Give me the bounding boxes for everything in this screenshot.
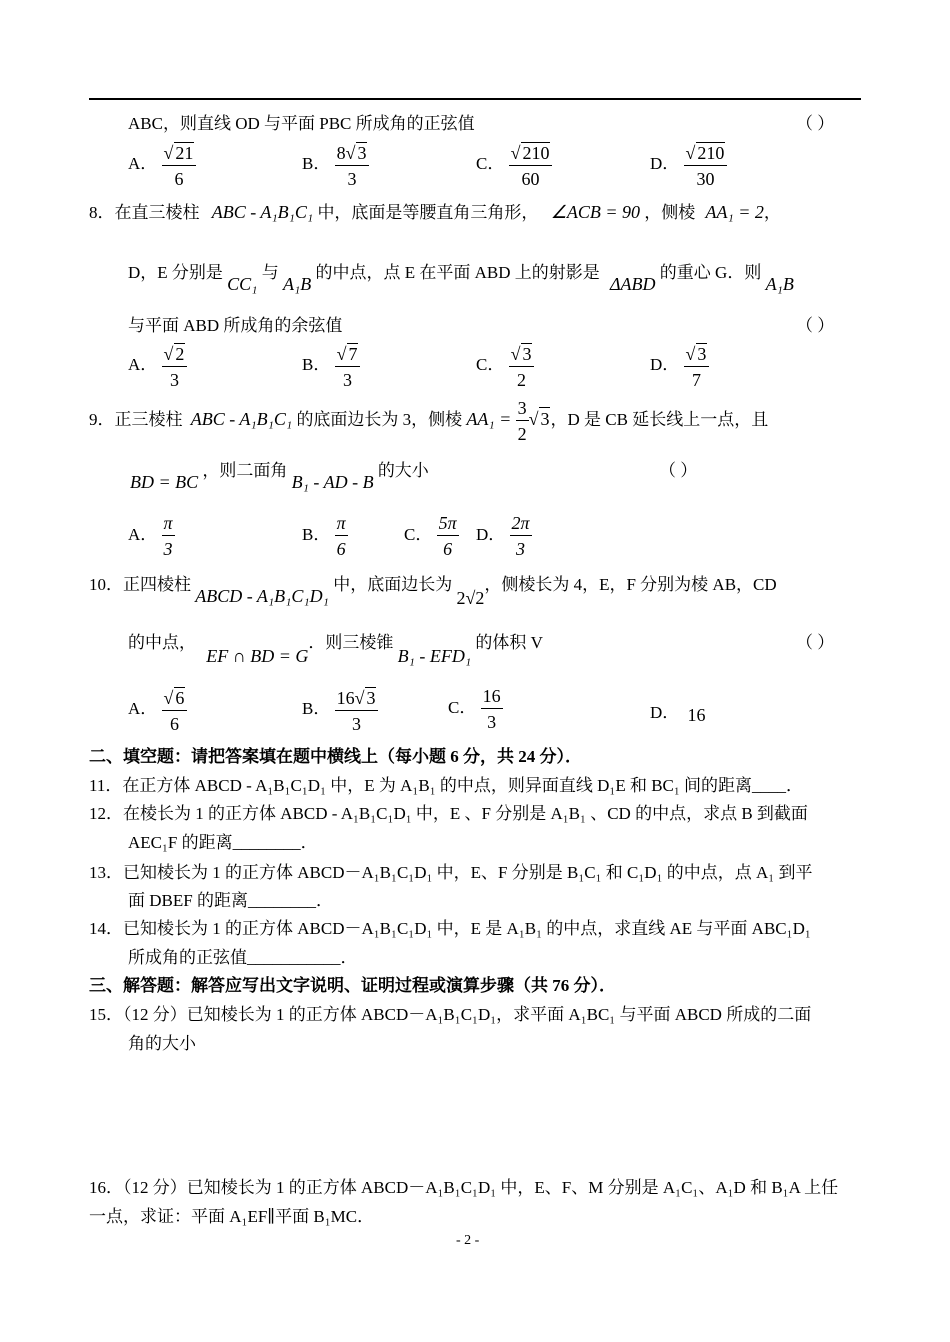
q8-line3: 与平面 ABD 所成角的余弦值 <box>128 316 343 335</box>
text: ．则三棱锥 <box>308 633 394 652</box>
text: 在直三棱柱 <box>114 203 200 222</box>
q16-line2: 一点，求证：平面 A₁EF∥平面 B₁MC． <box>89 1207 375 1226</box>
numerator: π <box>162 514 175 536</box>
q9-answer-paren: （ ） <box>659 461 698 480</box>
text: 的中点， <box>128 633 196 652</box>
fraction: $\frac{√ 21}{6}$ <box>162 142 197 188</box>
fraction: $\frac{8√ 3}{3}$ <box>335 142 370 188</box>
coefficient: 16 <box>336 688 355 708</box>
text: 的底面边长为 3，侧棱 <box>296 409 463 429</box>
text: ， <box>763 203 781 222</box>
denominator: 3 <box>169 370 179 390</box>
option-label: C． <box>404 524 433 544</box>
q10-line2 <box>128 628 543 666</box>
question-number: 9． <box>89 409 115 429</box>
fraction: $\frac{√ 3}{7}$ <box>684 343 710 389</box>
option-label: B． <box>302 698 331 718</box>
q12-line1: 12．在棱长为 1 的正方体 ABCD - A₁B₁C₁D₁ 中，E 、F 分别是 A₁B₁ 、CD 的中点，求点 B 到截面 <box>89 804 808 823</box>
numerator: 2π <box>510 514 532 536</box>
denominator: 60 <box>521 169 540 189</box>
text: 正四棱柱 <box>123 575 191 594</box>
q8-answer-paren: （ ） <box>796 316 835 335</box>
denominator: 2 <box>517 370 527 390</box>
intersection-notation: EF ∩ BD = G <box>206 646 309 666</box>
radicand: 3 <box>366 688 376 708</box>
fraction: $\frac{√ 210}{30}$ <box>684 142 728 188</box>
denominator: 3 <box>487 712 497 732</box>
q12-line2: AEC₁F 的距离________． <box>128 833 318 852</box>
section-2-heading: 二、填空题：请把答案填在题中横线上（每小题 6 分，共 24 分）． <box>89 747 582 766</box>
q9-option-a <box>128 514 175 558</box>
q8-line1 <box>89 198 781 223</box>
angle-notation: ∠ACB = 90 <box>550 202 640 222</box>
text: 的体积 V <box>475 633 543 652</box>
q7-line: ABC，则直线 OD 与平面 PBC 所成角的正弦值 <box>128 114 475 133</box>
fraction <box>437 514 459 558</box>
q10-option-c <box>448 687 503 731</box>
numerator: π <box>335 514 348 536</box>
text: ，侧棱长为 4，E，F 分别为棱 AB，CD <box>484 575 777 594</box>
text: ，D 是 CB 延长线上一点，且 <box>550 409 769 429</box>
pyramid-notation: B₁ - EFD₁ <box>397 646 472 666</box>
text: 中，底面边长为 <box>333 575 453 594</box>
page-number: - 2 - <box>456 1233 480 1248</box>
prism-notation: ABC - A₁B₁C₁ <box>211 202 314 222</box>
fraction: $\frac{√ 2}{3}$ <box>162 343 188 389</box>
q14-line1: 14．已知棱长为 1 的正方体 ABCD－A₁B₁C₁D₁ 中，E 是 A₁B₁ 的中点，求直线 AE 与平面 ABC₁D₁ <box>89 919 811 938</box>
radicand: 21 <box>175 143 194 163</box>
text: 的重心 G．则 <box>659 263 762 282</box>
text: ，侧棱 <box>644 203 696 222</box>
denominator: 3 <box>516 539 526 559</box>
option-label: A． <box>128 524 158 544</box>
radicand: 3 <box>697 344 707 364</box>
radicand: 210 <box>697 143 725 163</box>
text: 正三棱柱 <box>114 409 183 429</box>
option-label: A． <box>128 698 158 718</box>
question-number: 8． <box>89 203 115 222</box>
top-rule <box>89 98 861 100</box>
option-label: B． <box>302 153 331 173</box>
triangle-notation: ΔABD <box>609 274 656 294</box>
q8-option-c <box>476 343 534 389</box>
q10-option-d <box>650 698 706 723</box>
radicand: 3 <box>540 408 550 429</box>
denominator: 3 <box>352 714 362 734</box>
denominator: 6 <box>443 539 453 559</box>
segment-notation: A₁B <box>765 274 794 294</box>
question-number: 10． <box>89 575 123 594</box>
prism-notation: ABCD - A₁B₁C₁D₁ <box>195 586 329 606</box>
fraction: $\frac{√ 7}{3}$ <box>335 343 361 389</box>
q10-line1 <box>89 570 777 608</box>
section-3-heading: 三、解答题：解答应写出文字说明、证明过程或演算步骤（共 76 分）． <box>89 976 616 995</box>
coefficient: 8 <box>336 143 346 163</box>
denominator: 6 <box>169 714 179 734</box>
option-label: C． <box>476 153 505 173</box>
denominator: 3 <box>347 169 357 189</box>
denominator: 30 <box>696 169 715 189</box>
denominator: 6 <box>174 169 184 189</box>
option-label: D． <box>476 524 506 544</box>
prism-notation: ABC - A₁B₁C₁ <box>190 408 293 429</box>
q7-option-a <box>128 142 196 188</box>
fraction <box>510 514 532 558</box>
q8-option-a <box>128 343 187 389</box>
q10-answer-paren: （ ） <box>796 633 835 652</box>
text: 与 <box>261 263 279 282</box>
numerator: 16 <box>481 687 503 709</box>
denominator: 7 <box>691 370 701 390</box>
radicand: 210 <box>522 143 550 163</box>
q10-option-a <box>128 687 187 733</box>
text: 的中点，点 E 在平面 ABD 上的射影是 <box>315 263 600 282</box>
q9-line2 <box>130 456 429 492</box>
dihedral-notation: B₁ - AD - B <box>291 472 374 492</box>
side-length: 2√2 <box>456 588 485 608</box>
denominator: 3 <box>163 539 173 559</box>
radicand: 3 <box>357 143 367 163</box>
fraction: $\frac{16√ 3}{3}$ <box>335 687 379 733</box>
option-value: 16 <box>687 705 706 725</box>
numerator: 3 <box>516 399 529 421</box>
segment-notation: A₁B <box>282 274 312 294</box>
q15-line1: 15．（12 分）已知棱长为 1 的正方体 ABCD－A₁B₁C₁D₁，求平面 A₁BC₁ 与平面 ABCD 所成的二面 <box>89 1005 812 1024</box>
denominator: 2 <box>517 424 527 444</box>
q8-option-d <box>650 343 709 389</box>
option-label: D． <box>650 153 680 173</box>
option-label: A． <box>128 354 158 374</box>
option-label: C． <box>448 697 477 717</box>
q7-option-c <box>476 142 552 188</box>
q7-answer-paren: （ ） <box>796 114 835 133</box>
fraction: $\frac{√ 6}{6}$ <box>162 687 188 733</box>
edge-notation: AA₁ = 2 <box>705 202 764 222</box>
q15-line2: 角的大小 <box>128 1034 196 1053</box>
fraction <box>481 687 503 731</box>
numerator: 5π <box>437 514 459 536</box>
fraction <box>335 514 348 558</box>
option-label: C． <box>476 354 505 374</box>
text: 的大小 <box>377 461 429 480</box>
fraction <box>516 399 529 443</box>
q11: 11．在正方体 ABCD - A₁B₁C₁D₁ 中，E 为 A₁B₁ 的中点，则异面直线 D₁E 和 BC₁ 间的距离____． <box>89 776 804 795</box>
radicand: 7 <box>348 344 358 364</box>
equation: BD = BC <box>130 472 199 492</box>
fraction: $\frac{√ 210}{60}$ <box>509 142 553 188</box>
radicand: 2 <box>175 344 185 364</box>
q8-option-b <box>302 343 360 389</box>
option-label: D． <box>650 354 680 374</box>
fraction <box>162 514 175 558</box>
segment-notation: CC₁ <box>227 274 258 294</box>
text: 中，底面是等腰直角三角形， <box>317 203 539 222</box>
q9-line1: 9．正三棱柱 ABC - A₁B₁C₁ 的底面边长为 3，侧棱 AA₁ = $\frac{3}{2}$ √ 3，D 是 CB 延长线上一点，且 <box>89 398 769 444</box>
q7-option-b <box>302 142 369 188</box>
q14-line2: 所成角的正弦值___________． <box>128 948 358 967</box>
edge-notation: AA₁ = <box>466 408 512 429</box>
option-label: B． <box>302 354 331 374</box>
fraction: $\frac{√ 3}{2}$ <box>509 343 535 389</box>
option-label: A． <box>128 153 158 173</box>
option-label: D． <box>650 703 680 722</box>
text: ，则二面角 <box>202 461 288 480</box>
q10-option-b <box>302 687 378 733</box>
q9-option-b <box>302 514 348 558</box>
text: D，E 分别是 <box>128 263 223 282</box>
denominator: 3 <box>343 370 353 390</box>
q9-option-d <box>476 514 532 558</box>
q7-option-d <box>650 142 727 188</box>
q13-line1: 13．已知棱长为 1 的正方体 ABCD－A₁B₁C₁D₁ 中，E、F 分别是 B₁C₁ 和 C₁D₁ 的中点，点 A₁ 到平 <box>89 863 813 882</box>
q16-line1: 16．（12 分）已知棱长为 1 的正方体 ABCD－A₁B₁C₁D₁ 中，E、F、M 分别是 A₁C₁、A₁D 和 B₁A 上任 <box>89 1178 839 1197</box>
denominator: 6 <box>336 539 346 559</box>
radicand: 3 <box>522 344 532 364</box>
option-label: B． <box>302 524 331 544</box>
radicand: 6 <box>175 688 185 708</box>
q13-line2: 面 DBEF 的距离________． <box>128 891 333 910</box>
q9-option-c <box>404 514 459 558</box>
q8-line2 <box>128 258 794 294</box>
